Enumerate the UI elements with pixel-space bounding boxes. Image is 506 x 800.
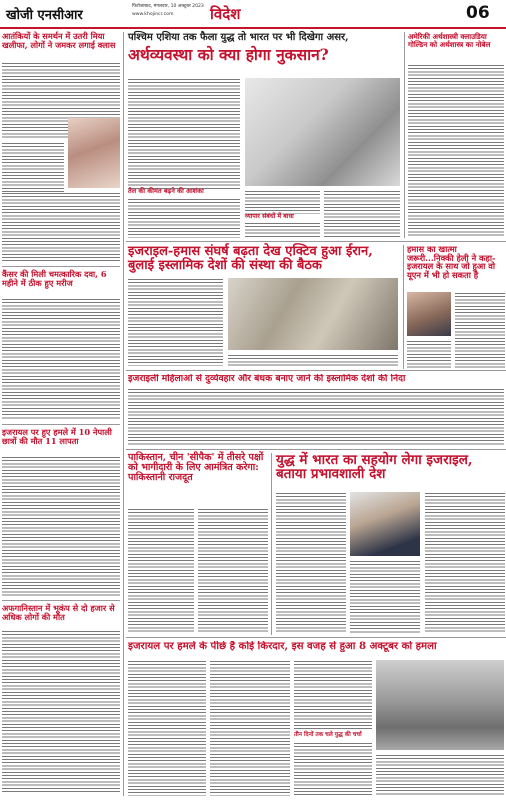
left-story1-body3: [2, 192, 120, 262]
israel-body-col2: [350, 560, 420, 634]
pak-body-col2: [198, 508, 268, 634]
left-story2-headline: कैंसर की मिली चमत्कारिक दवा, 6 महीने में ठीक हुए मरीज: [2, 269, 107, 288]
israel-body-col3: [425, 492, 505, 634]
left-story1-headline: आतंकियों के समर्थन में उतरी मिया खलीफा, लोगों ने जमकर लगाई क्लास: [2, 31, 116, 50]
summit-body-col2: [228, 354, 398, 366]
bottom-body-col3: [294, 660, 372, 730]
left-story2-body: [2, 298, 120, 420]
strip-headline: इजराइली महिलाओं से दुर्व्यवहार और बंधक बनाए जाने की इस्लामिक देशों की निंदा: [128, 374, 406, 384]
summit-headline: इजराइल-हमास संघर्ष बढ़ता देख एक्टिव हुआ ईरान, बुलाई इस्लामिक देशों की संस्था की बैठक: [128, 244, 373, 273]
left-story3-body: [2, 456, 120, 596]
left-divider2: [2, 424, 120, 425]
divider-bottom-top: [126, 637, 506, 638]
haley-body: [455, 292, 505, 368]
main-subhead1: तेल की कीमत बढ़ने की आशंका: [128, 187, 204, 195]
main-subhead2: व्यापार संबंधों में बाधा: [245, 214, 320, 221]
main-body-col3: [324, 190, 400, 238]
israel-headline: युद्ध में भारत का सहयोग लेगा इजराइल, बताया प्रभावशाली देश: [276, 452, 473, 483]
left-story4-headline: अफगानिस्तान में भूकंप से दो हजार से अधिक लोगों की मौत: [2, 603, 115, 622]
haley-headline: हमास का खात्मा जरूरी...निक्की हेली ने कहा- इजरायल के साथ जो हुआ वो यूएन में भी हो सकता है: [407, 244, 496, 281]
bottom-subhead: तीन दिनों तक चले युद्ध की चर्चा: [294, 732, 372, 738]
left-story1-photo: [68, 118, 120, 188]
pak-separator: [271, 453, 272, 635]
divider-strip-bottom: [126, 449, 506, 450]
left-column: [2, 32, 120, 798]
bottom-photo: [376, 660, 504, 750]
left-col-separator: [123, 32, 124, 796]
brand-logo: खोजी एनसीआर: [6, 8, 83, 23]
left-divider1: [2, 266, 120, 267]
left-story3-headline: इजरायल पर हुए हमले में 10 नेपाली छात्रों की मौत 11 लापता: [2, 427, 112, 446]
side-headline: अमेरिकी अर्थशास्त्री क्लाउडिया गोल्डिन को अर्थशास्त्र का नोबेल: [408, 32, 491, 49]
right-col-separator: [404, 32, 405, 238]
dateline: फिरोजाबाद, मंगलवार, 10 अक्टूबर 2023: [132, 4, 204, 9]
main-body-col1: [128, 78, 240, 190]
left-story4-body: [2, 630, 120, 794]
main-headline: अर्थव्यवस्था को क्या होगा नुकसान?: [128, 45, 329, 64]
left-story1-body2: [2, 142, 64, 194]
page-number: 06: [466, 3, 490, 23]
israel-photo: [350, 492, 420, 556]
haley-photo: [407, 292, 451, 336]
bottom-body-col3b: [294, 742, 372, 796]
main-body-col1b: [128, 198, 240, 238]
left-divider3: [2, 600, 120, 601]
summit-body-col1: [128, 278, 223, 366]
side-body: [408, 64, 504, 238]
masthead: [0, 0, 506, 27]
main-photo: [245, 78, 400, 186]
israel-body-col1: [276, 492, 346, 634]
divider-strip-top: [126, 370, 506, 371]
bottom-body-col1: [128, 660, 206, 796]
divider-after-main: [126, 241, 506, 242]
bottom-headline: इजरायल पर हमले के पीछे है कोई किरदार, इस वजह से हुआ 8 अक्टूबर को हमला: [128, 641, 437, 652]
bottom-photo-caption: [376, 754, 504, 796]
haley-separator: [403, 245, 404, 369]
website: www.khojincr.com: [132, 12, 174, 17]
main-kicker: पश्चिम एशिया तक फैला युद्ध तो भारत पर भी दिखेगा असर,: [128, 32, 349, 43]
masthead-brand-block: [6, 4, 126, 24]
strip-body: [128, 388, 504, 446]
bottom-body-col2: [210, 660, 290, 796]
haley-body2: [407, 340, 451, 368]
summit-photo: [228, 278, 398, 350]
pak-body-col1: [128, 508, 194, 634]
section-label: विदेश: [210, 5, 241, 23]
pak-headline: पाकिस्तान, चीन 'सीपैक' में तीसरे पक्षों को भागीदारी के लिए आमंत्रित करेगा: पाकिस्तानी राजदूत: [128, 452, 264, 484]
masthead-rule: [0, 27, 506, 29]
